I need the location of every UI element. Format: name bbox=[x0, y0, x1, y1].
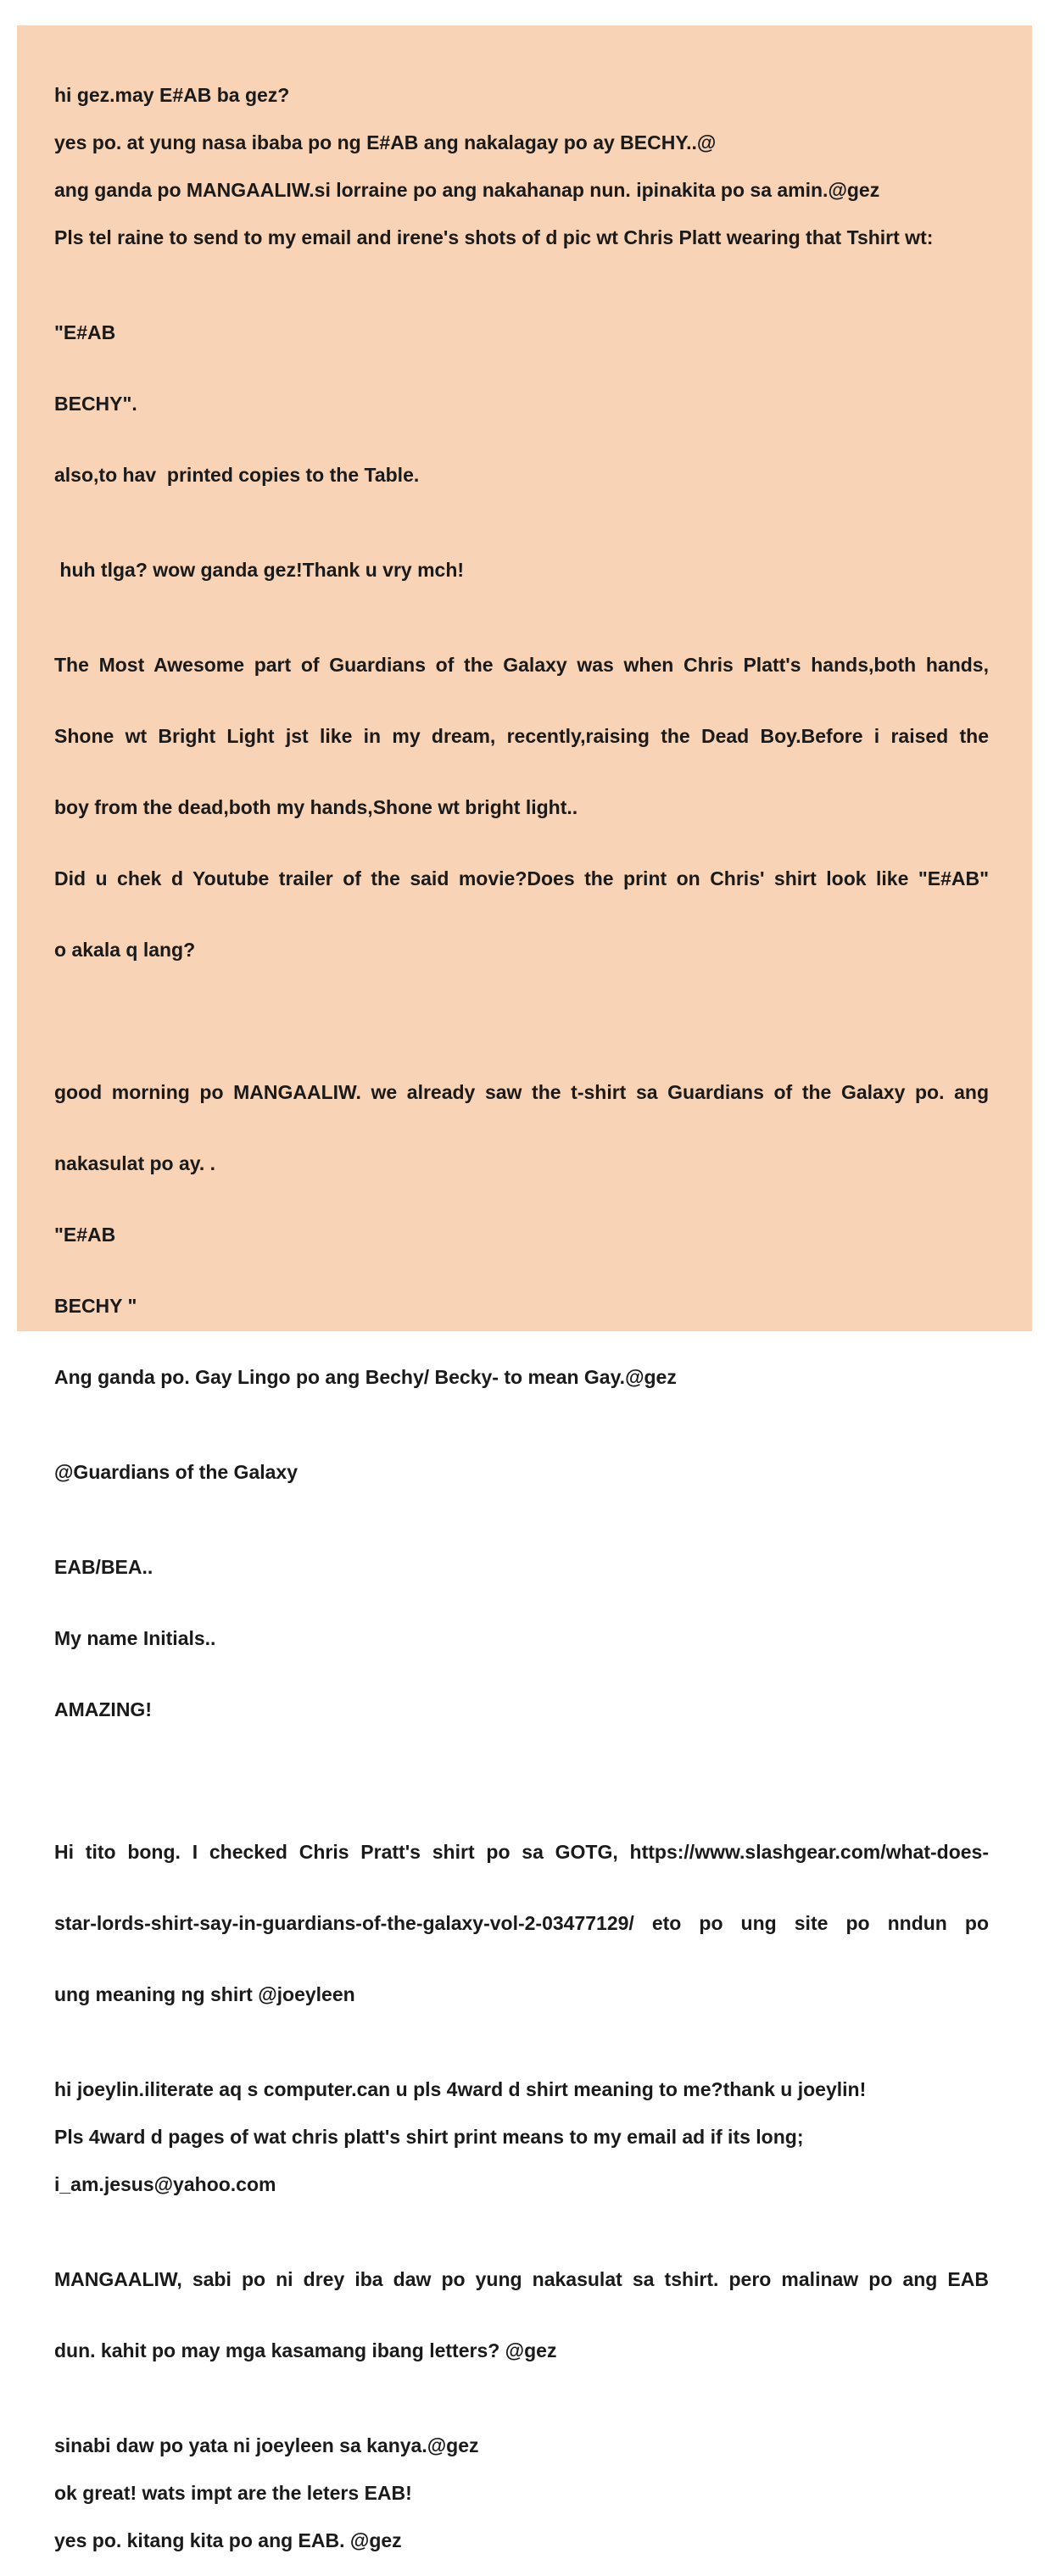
message-5-line-1: "E#AB bbox=[54, 321, 116, 343]
message-7-line-4: Did u chek d Youtube trailer of the said movie?Does the print on Chris' shirt look like "E#AB" bbox=[54, 867, 989, 889]
message-15-line-2: dun. kahit po may mga kasamang ibang letters? @gez bbox=[54, 2339, 557, 2361]
message-16: sinabi daw po yata ni joeyleen sa kanya.@gez bbox=[54, 2434, 479, 2456]
message-8 bbox=[54, 1033, 989, 1436]
message-10-line-2: My name Initials.. bbox=[54, 1627, 216, 1649]
page-background bbox=[17, 25, 1032, 2551]
message-6: huh tlga? wow ganda gez!Thank u vry mch! bbox=[54, 559, 465, 581]
document-body bbox=[54, 83, 989, 2576]
message-5-line-2: BECHY". bbox=[54, 393, 137, 415]
message-8-line-4: BECHY " bbox=[54, 1295, 137, 1317]
message-10 bbox=[54, 1508, 989, 1769]
message-4: Pls tel raine to send to my email and irene's shots of d pic wt Chris Platt wearing that Tshirt wt: bbox=[54, 226, 934, 248]
message-11-line-2: star-lords-shirt-say-in-guardians-of-the-galaxy-vol-2-03477129/ eto po ung site po nndun po bbox=[54, 1912, 989, 1934]
email-address: i_am.jesus@yahoo.com bbox=[54, 2173, 276, 2195]
message-7-line-3: boy from the dead,both my hands,Shone wt bright light.. bbox=[54, 796, 578, 818]
message-18: yes po. kitang kita po ang EAB. @gez bbox=[54, 2529, 402, 2551]
message-5-line-3: also,to hav printed copies to the Table. bbox=[54, 464, 420, 486]
message-8-line-2: nakasulat po ay. . bbox=[54, 1152, 216, 1174]
message-8-line-5: Ang ganda po. Gay Lingo po ang Bechy/ Becky- to mean Gay.@gez bbox=[54, 1366, 677, 1388]
message-7 bbox=[54, 605, 989, 1009]
message-8-line-3: "E#AB bbox=[54, 1224, 116, 1246]
message-8-line-1: good morning po MANGAALIW. we already saw the t-shirt sa Guardians of the Galaxy po. ang bbox=[54, 1081, 989, 1103]
message-7-line-1: The Most Awesome part of Guardians of the Galaxy was when Chris Platt's hands,both hands, bbox=[54, 654, 989, 676]
message-3: ang ganda po MANGAALIW.si lorraine po ang nakahanap nun. ipinakita po sa amin.@gez bbox=[54, 179, 880, 201]
message-11-line-1: Hi tito bong. I checked Chris Pratt's shirt po sa GOTG, https://www.slashgear.com/what-does- bbox=[54, 1841, 989, 1863]
message-11-line-3: ung meaning ng shirt @joeyleen bbox=[54, 1983, 355, 2005]
message-1: hi gez.may E#AB ba gez? bbox=[54, 84, 290, 106]
message-7-line-5: o akala q lang? bbox=[54, 939, 196, 961]
message-9: @Guardians of the Galaxy bbox=[54, 1461, 299, 1483]
message-5 bbox=[54, 273, 989, 534]
message-17: ok great! wats impt are the leters EAB! bbox=[54, 2482, 412, 2504]
message-10-line-3: AMAZING! bbox=[54, 1698, 152, 1720]
message-13: Pls 4ward d pages of wat chris platt's shirt print means to my email ad if its long; bbox=[54, 2126, 804, 2148]
message-10-line-1: EAB/BEA.. bbox=[54, 1556, 153, 1578]
message-15-line-1: MANGAALIW, sabi po ni drey iba daw po yung nakasulat sa tshirt. pero malinaw po ang EAB bbox=[54, 2268, 989, 2290]
message-12: hi joeylin.iliterate aq s computer.can u pls 4ward d shirt meaning to me?thank u joeylin! bbox=[54, 2078, 867, 2100]
message-2: yes po. at yung nasa ibaba po ng E#AB ang nakalagay po ay BECHY..@ bbox=[54, 131, 717, 153]
message-15 bbox=[54, 2220, 989, 2410]
message-7-line-2: Shone wt Bright Light jst like in my dream, recently,raising the Dead Boy.Before i raised the bbox=[54, 725, 989, 747]
message-11 bbox=[54, 1793, 989, 2054]
